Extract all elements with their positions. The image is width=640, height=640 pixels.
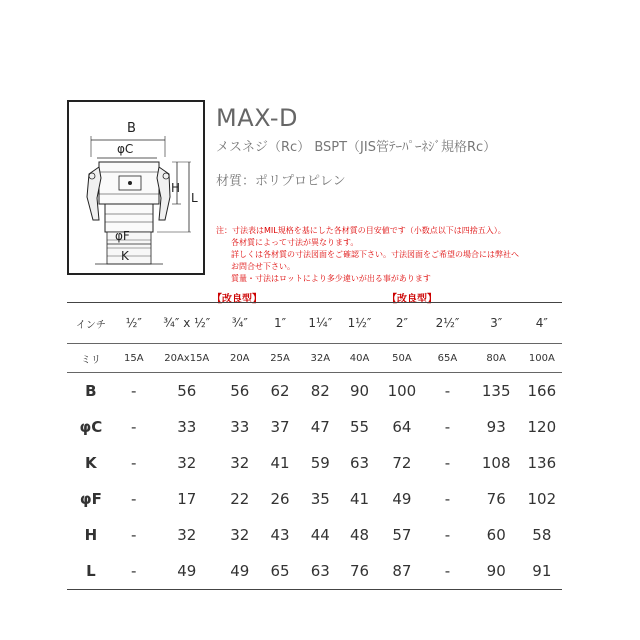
table-cell: 37 [270, 418, 290, 436]
dimension-row [67, 517, 562, 553]
table-cell: ¾″ x ½″ [163, 316, 211, 330]
table-cell: 32 [177, 526, 197, 544]
row-header: インチ [75, 319, 106, 331]
table-cell: 102 [527, 490, 557, 508]
table-cell: 93 [486, 418, 506, 436]
dim-k-label: K [121, 249, 129, 263]
table-cell: 49 [392, 490, 412, 508]
table-cell: 82 [310, 382, 330, 400]
dimension-row [67, 481, 562, 517]
table-cell: 50A [392, 352, 412, 364]
note-line: 各材質によって寸法が異なります。 [231, 238, 359, 247]
table-cell: - [131, 526, 137, 544]
table-cell: 49 [230, 562, 250, 580]
table-cell: 26 [270, 490, 290, 508]
table-cell: 49 [177, 562, 197, 580]
table-cell: ¾″ [231, 316, 248, 330]
row-header: H [84, 526, 98, 544]
table-cell: - [444, 454, 451, 472]
table-cell: 108 [481, 454, 511, 472]
table-cell: 55 [349, 418, 370, 436]
dim-h-label: H [171, 181, 181, 195]
table-cell: 87 [392, 562, 412, 580]
table-cell: 2½″ [435, 316, 460, 330]
table-cell: 43 [270, 526, 290, 544]
table-cell: - [131, 418, 137, 436]
table-cell: 91 [532, 562, 552, 580]
spec-table [67, 302, 562, 590]
improved-tag: 【改良型】 [387, 294, 437, 305]
dim-c-label: φC [117, 142, 134, 156]
dimension-row [67, 373, 562, 410]
note-line: 注：寸法表はMIL規格を基にした各材質の目安値です（小数点以下は四捨五入）。 [216, 226, 506, 235]
table-cell: 65 [270, 562, 290, 580]
table-cell: 76 [349, 562, 370, 580]
product-material: 材質：ポリプロピレン [216, 174, 346, 189]
table-cell: 136 [527, 454, 557, 472]
table-cell: 48 [349, 526, 370, 544]
table-cell: - [131, 382, 137, 400]
table-cell: 33 [230, 418, 250, 436]
table-cell: 56 [177, 382, 197, 400]
table-cell: ½″ [125, 316, 142, 330]
row-header: φF [79, 490, 102, 508]
table-cell: 59 [310, 454, 330, 472]
table-cell: 32 [177, 454, 197, 472]
product-title: MAX-D [216, 104, 299, 132]
table-cell: 64 [392, 418, 412, 436]
improved-tag: 【改良型】 [212, 294, 262, 305]
inch-size-row [67, 303, 562, 344]
table-cell: 47 [310, 418, 330, 436]
table-cell: - [444, 562, 451, 580]
table-cell: 1½″ [347, 316, 372, 330]
dimension-row [67, 553, 562, 590]
note-line: 詳しくは各材質の寸法図面をご確認下さい。寸法図面をご希望の場合には弊社へ [231, 250, 519, 259]
table-cell: - [131, 454, 137, 472]
table-cell: - [444, 382, 451, 400]
mm-size-row [67, 344, 562, 373]
table-cell: - [444, 418, 451, 436]
table-cell: 4″ [535, 316, 548, 330]
table-cell: 20A [229, 352, 250, 364]
table-cell: 1¼″ [308, 316, 333, 330]
dimension-row [67, 409, 562, 445]
table-cell: 135 [481, 382, 511, 400]
table-cell: 41 [349, 490, 370, 508]
table-cell: 20Ax15A [164, 352, 210, 364]
table-cell: 32 [230, 526, 250, 544]
table-cell: 25A [270, 352, 290, 364]
table-cell: 76 [486, 490, 506, 508]
table-cell: 17 [177, 490, 197, 508]
note-line: 質量・寸法はロットにより多少違いが出る事があります [231, 274, 431, 283]
coupling-diagram [67, 100, 205, 275]
table-cell: 57 [392, 526, 412, 544]
table-cell: 32 [230, 454, 250, 472]
table-cell: 40A [349, 352, 370, 364]
table-cell: 44 [310, 526, 330, 544]
table-cell: 3″ [490, 316, 503, 330]
dim-b-label: B [127, 121, 136, 136]
table-cell: 100 [387, 382, 417, 400]
table-cell: 63 [310, 562, 330, 580]
table-cell: 41 [270, 454, 290, 472]
table-cell: - [444, 490, 451, 508]
table-cell: 166 [527, 382, 557, 400]
table-cell: 56 [230, 382, 250, 400]
row-header: ミリ [80, 354, 101, 366]
table-cell: 63 [349, 454, 370, 472]
table-cell: 65A [437, 352, 458, 364]
row-header: L [86, 562, 96, 580]
table-cell: 22 [230, 490, 250, 508]
table-cell: 62 [270, 382, 290, 400]
table-cell: 90 [486, 562, 506, 580]
row-header: K [85, 454, 97, 472]
product-subtitle: メスネジ（Rc） BSPT（JIS管ﾃｰﾊﾟｰﾈｼﾞ規格Rc） [216, 140, 497, 155]
row-header: φC [79, 418, 103, 436]
table-cell: 90 [349, 382, 370, 400]
table-cell: 2″ [395, 316, 408, 330]
table-cell: 80A [486, 352, 506, 364]
table-cell: 32A [310, 352, 331, 364]
table-cell: 60 [486, 526, 506, 544]
table-cell: 72 [392, 454, 412, 472]
dim-l-label: L [191, 191, 198, 205]
dim-f-label: φF [115, 229, 130, 243]
table-cell: - [444, 526, 451, 544]
notes-block [216, 225, 519, 285]
table-cell: 33 [177, 418, 197, 436]
table-cell: 58 [532, 526, 552, 544]
table-cell: 1″ [273, 316, 287, 330]
coupling-drawing [69, 102, 203, 273]
table-cell: - [131, 562, 137, 580]
table-cell: 35 [310, 490, 330, 508]
row-header: B [85, 382, 97, 400]
table-cell: 15A [123, 352, 144, 364]
note-line: お問合せ下さい。 [231, 262, 295, 271]
table-cell: 100A [528, 352, 555, 364]
table-cell: 120 [527, 418, 557, 436]
table-cell: - [131, 490, 137, 508]
dimension-row [67, 445, 562, 481]
